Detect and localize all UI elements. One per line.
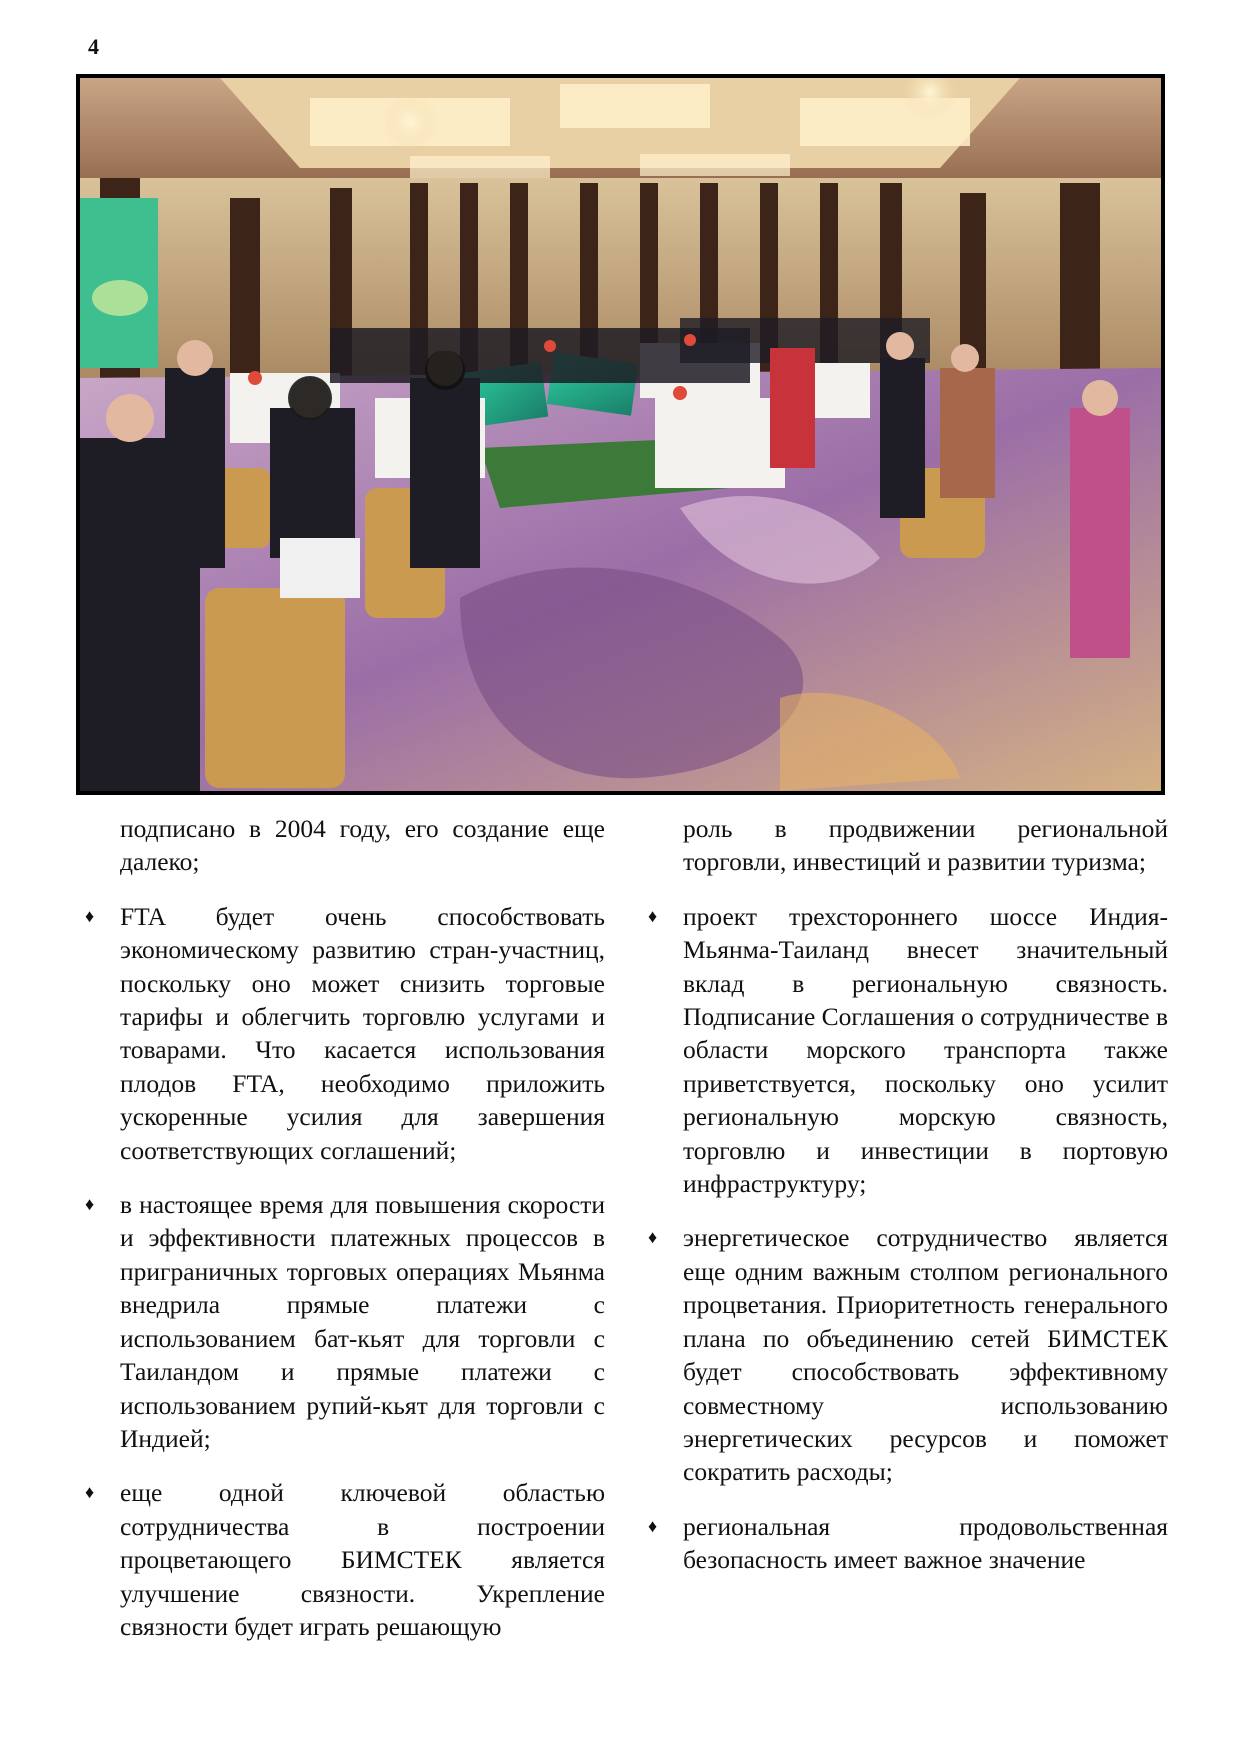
list-item: ♦ энергетическое сотрудничество является еще одним важным столпом регионального процветания. Приоритетность генерального плана по объединению сетей БИМСТЕК будет способствовать эффективному совместному использованию энергетических ресурсов и поможет сократить расходы;: [648, 1223, 1168, 1487]
diamond-bullet-icon: ♦: [85, 905, 95, 926]
diamond-bullet-icon: ♦: [648, 905, 658, 926]
page-number: 4: [88, 34, 99, 59]
diamond-bullet-icon: ♦: [85, 1194, 95, 1215]
list-item: ♦ в настоящее время для повышения скорости и эффективности платежных процессов в приграничных торговых операциях Мьянма внедрила прямые платежи с использованием бат-кьят для торговли с Таиландом и прямые платежи с использованием рупий-кьят для торговли с Индией;: [85, 1190, 605, 1453]
photo-illustration: [80, 78, 1161, 791]
right-column: [648, 812, 1168, 1577]
diamond-bullet-icon: ♦: [648, 1515, 658, 1536]
right-continuation-text: роль в продвижении региональной торговли, инвестиций и развитии туризма;: [683, 814, 1168, 877]
left-continuation-text: подписано в 2004 году, его создание еще далеко;: [120, 814, 605, 877]
list-item: ♦ проект трехстороннего шоссе Индия-Мьянма-Таиланд внесет значительный вклад в региональную связность. Подписание Соглашения о сотрудничестве в области морского транспорта также приветствуется, поскольку оно усилит региональную морскую связность, торговлю и инвестиции в портовую инфраструктуру;: [648, 901, 1168, 1199]
list-item: ♦ региональная продовольственная безопасность имеет важное значение: [648, 1511, 1168, 1575]
list-item: ♦ FTA будет очень способствовать экономическому развитию стран-участниц, поскольку оно может снизить торговые тарифы и облегчить торговлю услугами и товарами. Что касается использования плодов FTA, необходимо приложить ускоренные усилия для завершения соответствующих соглашений;: [85, 901, 605, 1165]
diamond-bullet-icon: ♦: [85, 1482, 95, 1503]
left-column: [85, 812, 605, 1643]
diamond-bullet-icon: ♦: [648, 1227, 658, 1248]
list-item: ♦ еще одной ключевой областью сотрудничества в построении процветающего БИМСТЕК является улучшение связности. Укрепление связности будет играть решающую: [85, 1478, 605, 1641]
right-bullet-list: [648, 900, 1168, 1577]
left-bullet-list: [85, 900, 605, 1644]
conference-hall-photo: [76, 74, 1165, 795]
